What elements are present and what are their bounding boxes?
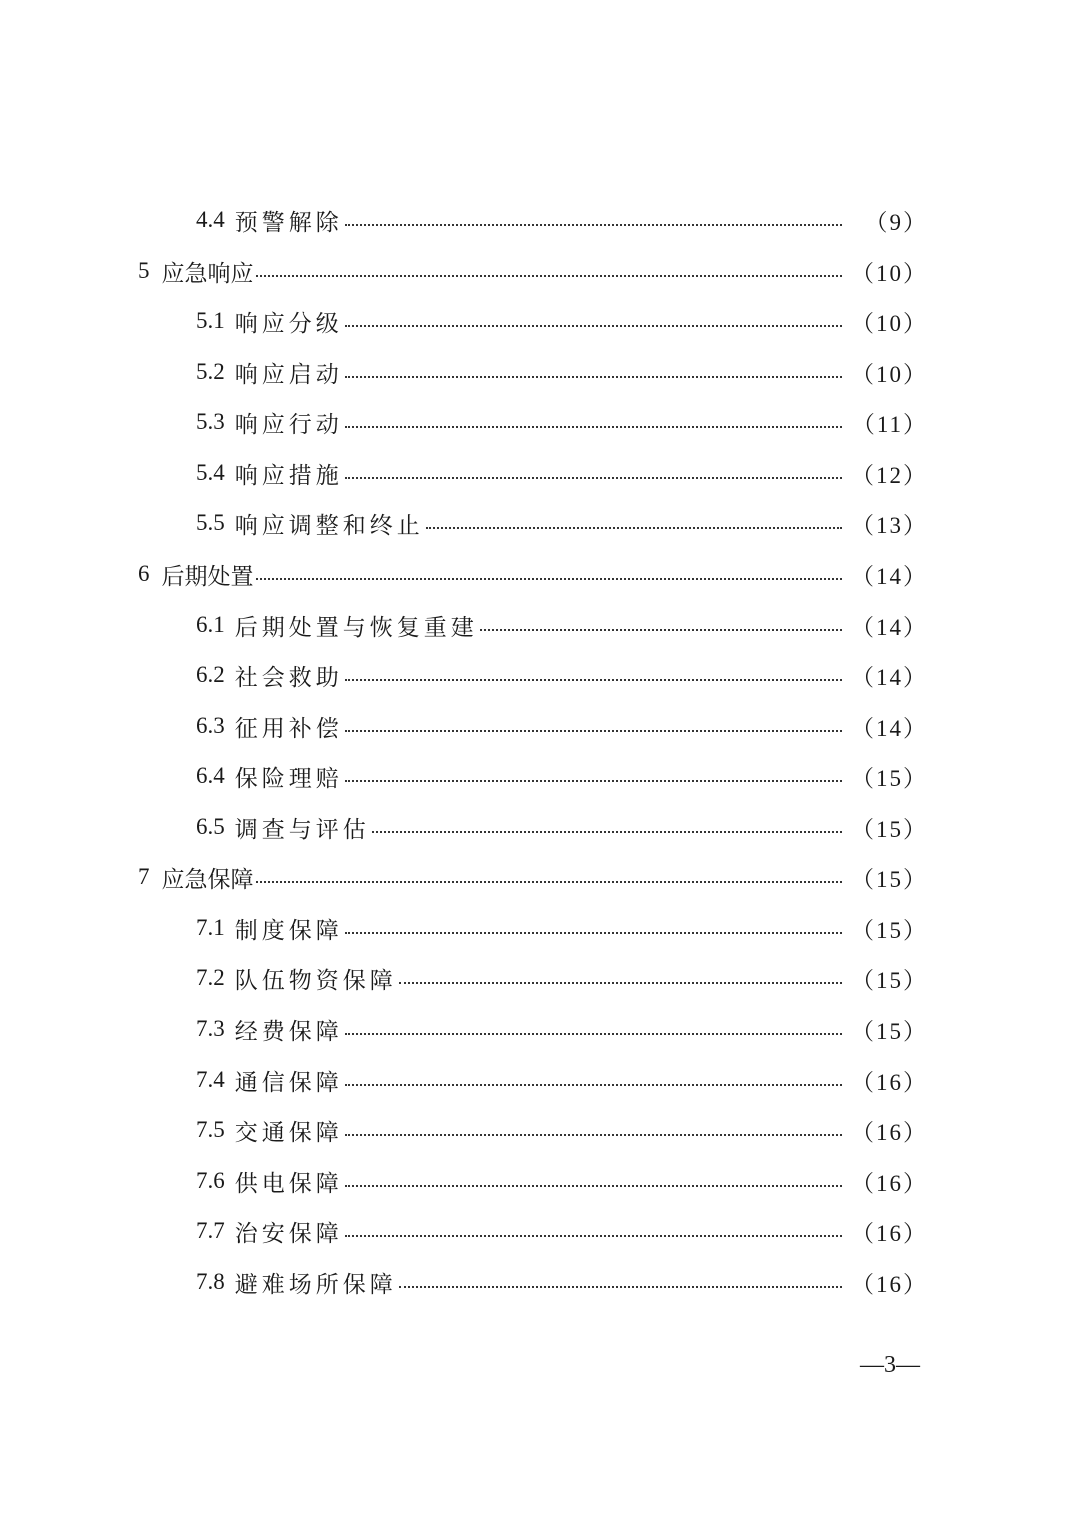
toc-entry-page: （16）: [851, 1220, 928, 1246]
toc-entry[interactable]: [0, 908, 1074, 948]
toc-entry-title: 应急响应: [161, 260, 254, 287]
toc-leader-dots: [345, 224, 842, 226]
toc-entry[interactable]: [0, 1009, 1074, 1049]
toc-entry-page: （12）: [851, 462, 928, 488]
toc-leader-dots: [345, 477, 842, 479]
toc-leader-dots: [426, 527, 842, 529]
toc-leader-dots: [399, 982, 842, 984]
toc-entry-page: （13）: [851, 512, 928, 538]
toc-entry-page: （15）: [851, 765, 928, 791]
toc-entry-title: 调查与评估: [234, 816, 370, 843]
toc-leader-dots: [345, 679, 842, 681]
toc-entry[interactable]: [0, 807, 1074, 847]
toc-entry-number: 7.6: [196, 1168, 225, 1193]
toc-entry-title: 队伍物资保障: [234, 967, 397, 994]
toc-entry-number: 5: [138, 258, 150, 283]
toc-entry[interactable]: [0, 1161, 1074, 1201]
toc-leader-dots: [345, 1134, 842, 1136]
toc-entry[interactable]: [0, 402, 1074, 442]
toc-leader-dots: [345, 1033, 842, 1035]
toc-entry-page: （15）: [851, 866, 928, 892]
toc-entry-page: （15）: [851, 1018, 928, 1044]
toc-entry[interactable]: [0, 655, 1074, 695]
toc-entry-page: （16）: [851, 1119, 928, 1145]
toc-entry[interactable]: [0, 301, 1074, 341]
toc-entry-page: （16）: [851, 1069, 928, 1095]
toc-entry-title: 响应分级: [234, 310, 343, 337]
toc-entry-number: 5.5: [196, 510, 225, 535]
toc-entry-title: 响应措施: [234, 462, 343, 489]
toc-entry-number: 5.2: [196, 359, 225, 384]
toc-entry[interactable]: [0, 857, 1074, 897]
toc-entry-title: 供电保障: [234, 1170, 343, 1197]
toc-entry-page: （10）: [851, 361, 928, 387]
toc-entry-number: 5.1: [196, 308, 225, 333]
toc-entry-number: 5.3: [196, 409, 225, 434]
toc-leader-dots: [345, 932, 842, 934]
toc-entry[interactable]: [0, 1262, 1074, 1302]
toc-leader-dots: [345, 376, 842, 378]
toc-entry-title: 应急保障: [161, 866, 254, 893]
toc-entry-page: （14）: [851, 664, 928, 690]
toc-entry[interactable]: [0, 958, 1074, 998]
toc-entry-number: 7.7: [196, 1218, 225, 1243]
toc-leader-dots: [256, 275, 843, 277]
toc-entry-title: 响应行动: [234, 411, 343, 438]
toc-entry-title: 保险理赔: [234, 765, 343, 792]
toc-leader-dots: [480, 629, 842, 631]
toc-entry[interactable]: [0, 756, 1074, 796]
toc-entry-number: 6: [138, 561, 150, 586]
toc-entry-title: 预警解除: [234, 209, 343, 236]
toc-entry[interactable]: [0, 554, 1074, 594]
toc-leader-dots: [399, 1286, 842, 1288]
toc-entry[interactable]: [0, 1110, 1074, 1150]
toc-entry-number: 7.8: [196, 1269, 225, 1294]
toc-entry-title: 通信保障: [234, 1069, 343, 1096]
toc-entry-page: （15）: [851, 917, 928, 943]
toc-entry-page: （11）: [851, 411, 928, 437]
toc-entry-title: 征用补偿: [234, 715, 343, 742]
toc-entry-number: 5.4: [196, 460, 225, 485]
toc-entry-page: （15）: [851, 816, 928, 842]
toc-entry-page: （14）: [851, 715, 928, 741]
toc-entry-title: 交通保障: [234, 1119, 343, 1146]
toc-entry-number: 6.3: [196, 713, 225, 738]
toc-entry-page: （14）: [851, 563, 928, 589]
toc-entry-title: 响应调整和终止: [234, 512, 424, 539]
toc-entry-title: 响应启动: [234, 361, 343, 388]
toc-entry-number: 6.5: [196, 814, 225, 839]
toc-entry-number: 6.4: [196, 763, 225, 788]
toc-entry-title: 社会救助: [234, 664, 343, 691]
toc-entry-number: 4.4: [196, 207, 225, 232]
toc-entry-number: 7.2: [196, 965, 225, 990]
toc-entry-title: 避难场所保障: [234, 1271, 397, 1298]
toc-entry[interactable]: [0, 605, 1074, 645]
toc-entry-page: （10）: [851, 310, 928, 336]
toc-leader-dots: [345, 1185, 842, 1187]
toc-entry-title: 后期处置: [161, 563, 254, 590]
toc-leader-dots: [345, 730, 842, 732]
toc-entry-number: 7: [138, 864, 150, 889]
toc-entry-page: （14）: [851, 614, 928, 640]
toc-entry-title: 经费保障: [234, 1018, 343, 1045]
toc-entry[interactable]: [0, 1060, 1074, 1100]
toc-entry-number: 6.2: [196, 662, 225, 687]
toc-entry-page: （10）: [851, 260, 928, 286]
toc-entry[interactable]: [0, 352, 1074, 392]
toc-entry-title: 后期处置与恢复重建: [234, 614, 478, 641]
toc-entry[interactable]: [0, 1211, 1074, 1251]
toc-entry-page: （15）: [851, 967, 928, 993]
toc-entry-number: 7.3: [196, 1016, 225, 1041]
toc-leader-dots: [345, 426, 842, 428]
toc-leader-dots: [345, 780, 842, 782]
toc-entry-number: 6.1: [196, 612, 225, 637]
toc-entry[interactable]: [0, 503, 1074, 543]
toc-entry-title: 治安保障: [234, 1220, 343, 1247]
toc-leader-dots: [256, 578, 843, 580]
toc-entry[interactable]: [0, 453, 1074, 493]
toc-entry[interactable]: [0, 251, 1074, 291]
toc-entry-number: 7.5: [196, 1117, 225, 1142]
toc-leader-dots: [345, 325, 842, 327]
toc-entry-number: 7.4: [196, 1067, 225, 1092]
toc-leader-dots: [345, 1084, 842, 1086]
toc-leader-dots: [345, 1235, 842, 1237]
toc-entry[interactable]: [0, 706, 1074, 746]
toc-entry-page: （16）: [851, 1170, 928, 1196]
toc-entry-title: 制度保障: [234, 917, 343, 944]
toc-leader-dots: [256, 881, 843, 883]
page-number: —3—: [860, 1352, 920, 1378]
toc-entry-number: 7.1: [196, 915, 225, 940]
toc-leader-dots: [372, 831, 842, 833]
toc-entry-page: （9）: [864, 209, 928, 235]
toc-entry[interactable]: [0, 200, 1074, 240]
toc-entry-page: （16）: [851, 1271, 928, 1297]
